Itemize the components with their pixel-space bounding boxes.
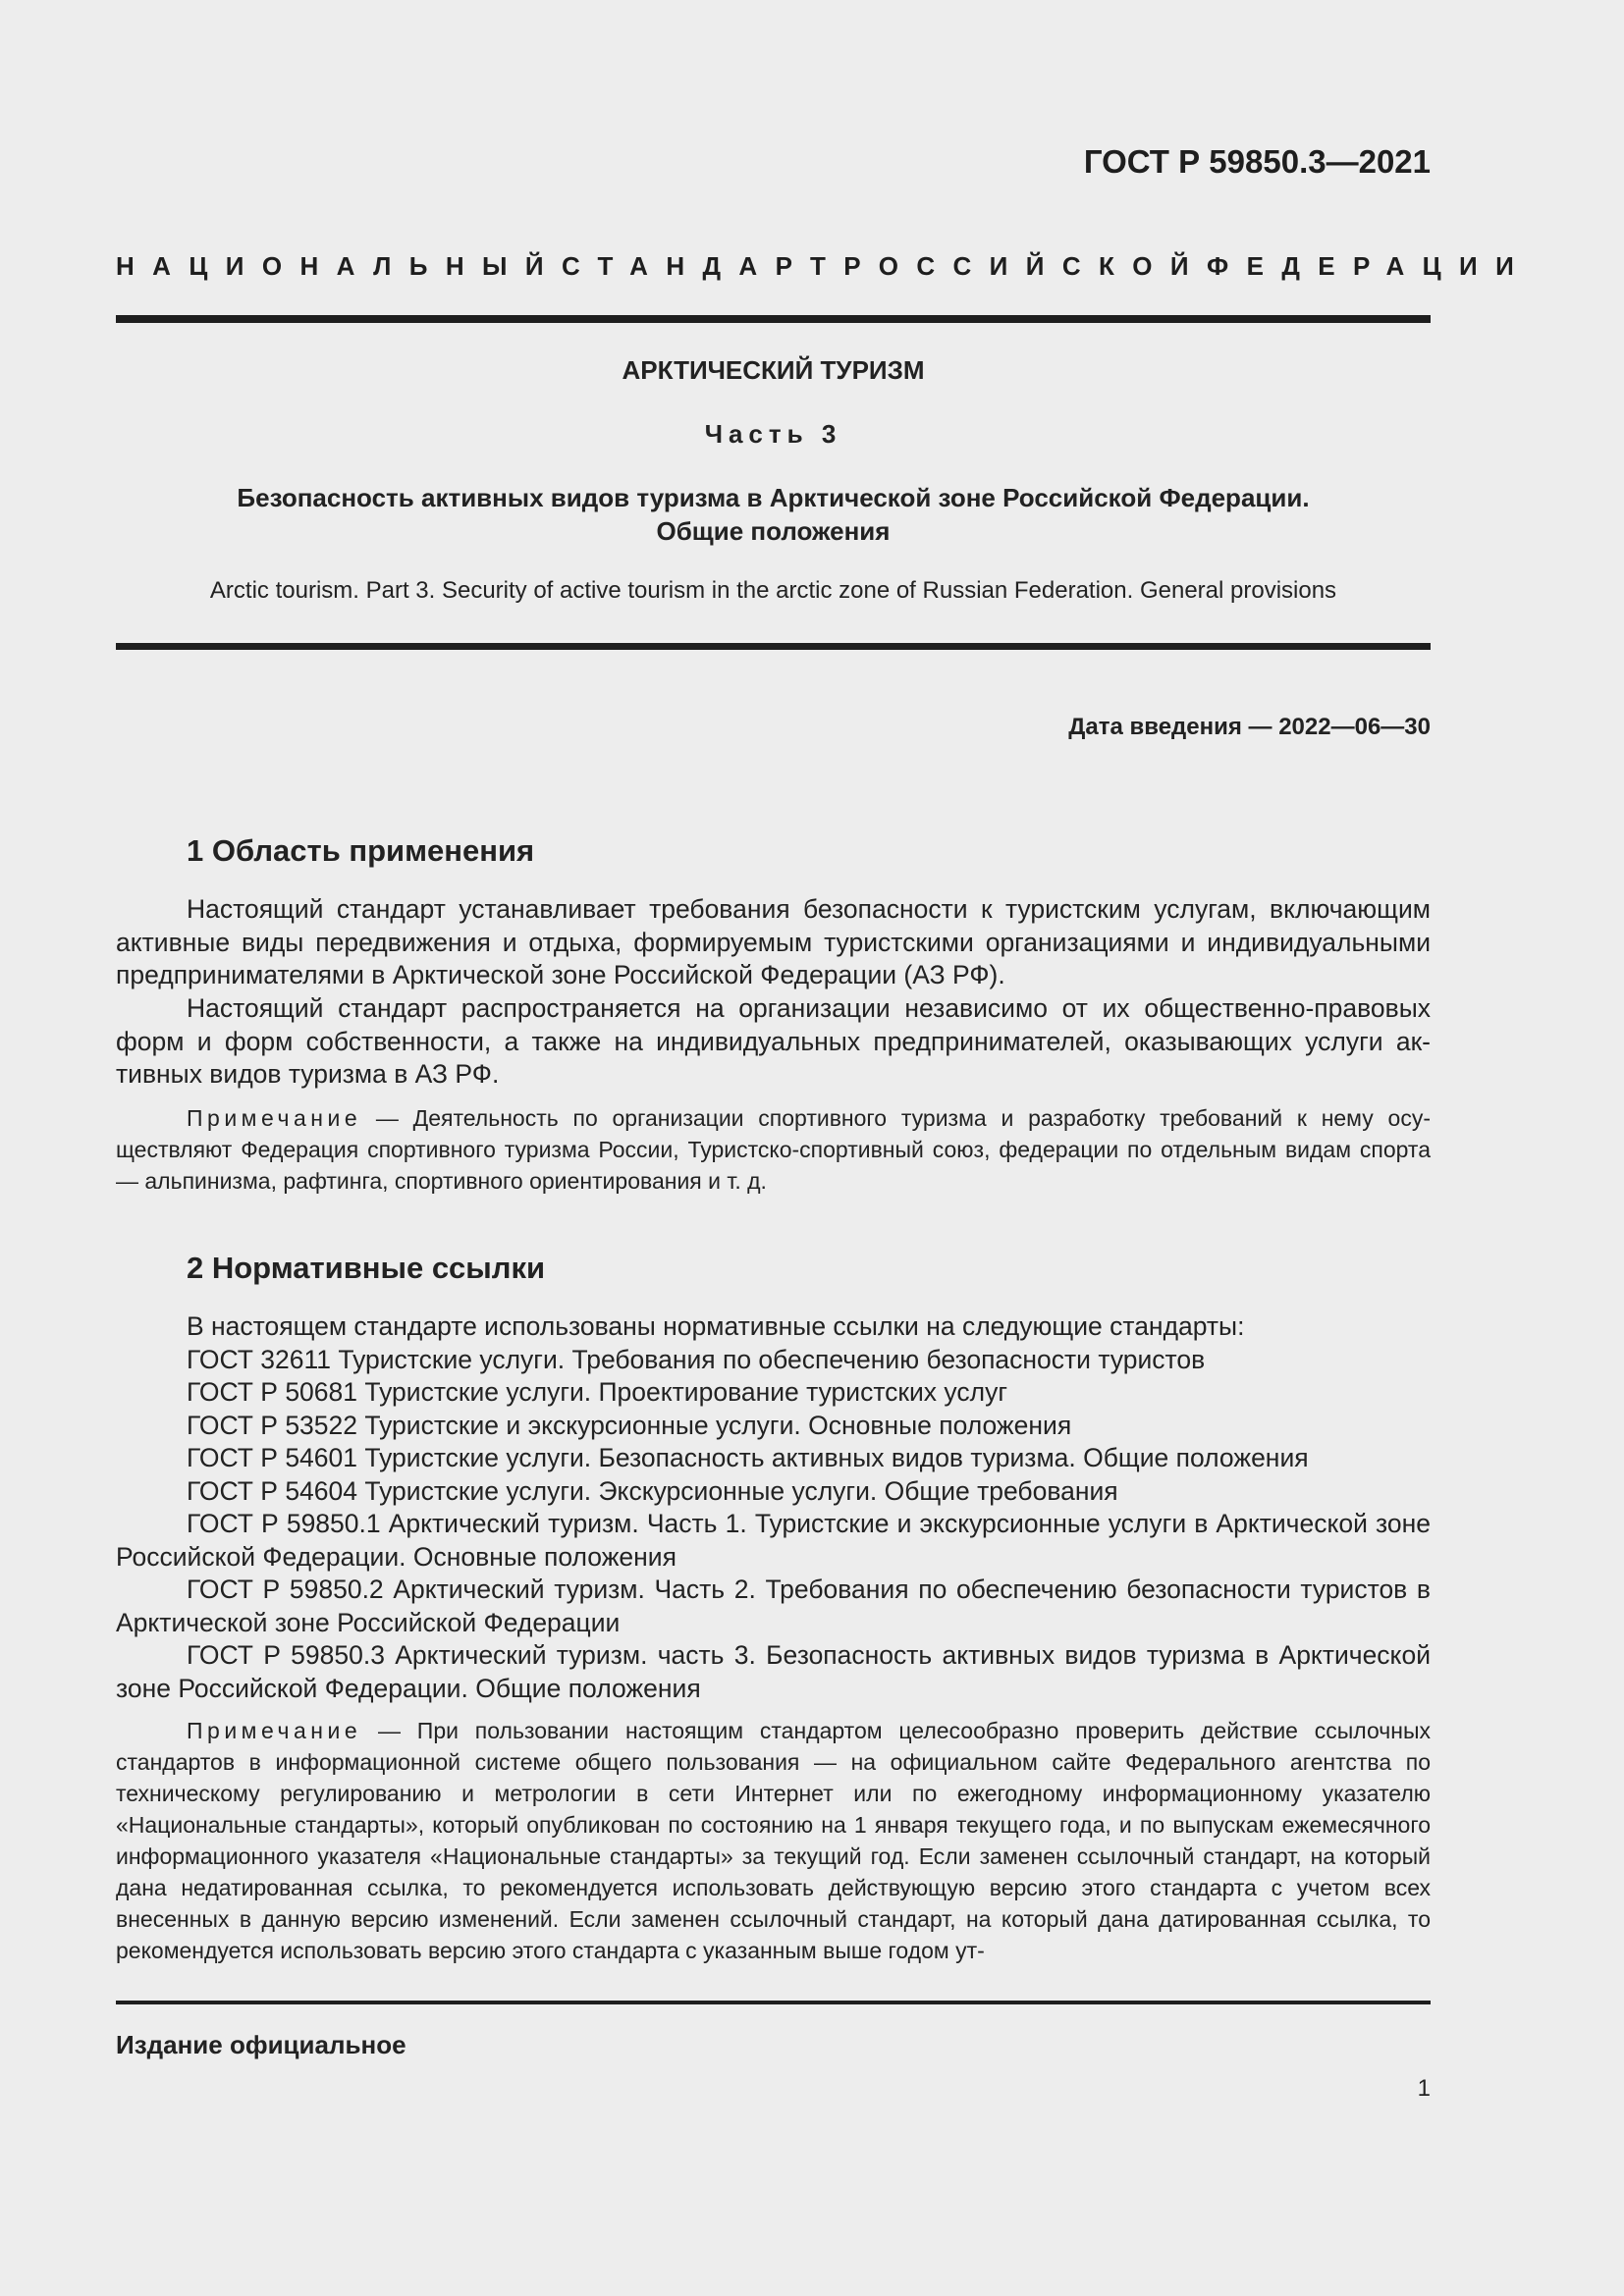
- paragraph: Настоящий стандарт устанавливает требования безопасности к туристским услугам, включающим активные виды передвижения и отдыха, формируемым туристскими организациями и индивидуальными предпринимателями в Арктической зоне Российской Федерации (АЗ РФ).: [116, 894, 1431, 989]
- document-title: АРКТИЧЕСКИЙ ТУРИЗМ: [622, 355, 925, 385]
- title-divider: [116, 643, 1431, 650]
- note-label: Примечание: [187, 1105, 362, 1131]
- english-title: Arctic tourism. Part 3. Security of active tourism in the arctic zone of Russian Federation. General provisions: [209, 577, 1337, 604]
- official-edition-label: Издание официальное: [116, 2030, 406, 2059]
- document-page: [116, 0, 1533, 2296]
- reference-item: ГОСТ Р 59850.1 Арктический туризм. Часть 1. Туристские и экскурсионные услуги в Арктической зоне Российской Федерации. Основные положения: [116, 1509, 1431, 1572]
- introduction-date: Дата введения — 2022—06—30: [1068, 714, 1431, 740]
- reference-item: ГОСТ Р 54604 Туристские услуги. Экскурсионные услуги. Общие требования: [187, 1475, 1118, 1506]
- note: [116, 1102, 1431, 1197]
- references-list: [116, 1310, 1431, 1705]
- reference-item: ГОСТ Р 59850.2 Арктический туризм. Часть 2. Требования по обеспечению безопасности туристов в Арктической зоне Российской Федерации: [116, 1575, 1431, 1637]
- banner-word: ФЕДЕРАЦИИ: [1207, 251, 1533, 281]
- section-heading: 2 Нормативные ссылки: [187, 1251, 546, 1285]
- subtitle-line: Общие положения: [656, 516, 891, 546]
- reference-item: ГОСТ Р 54601 Туристские услуги. Безопасность активных видов туризма. Общие положения: [187, 1443, 1309, 1472]
- top-divider: [116, 315, 1431, 323]
- reference-item: ГОСТ Р 59850.3 Арктический туризм. часть 3. Безопасность активных видов туризма в Арктической зоне Российской Федерации. Общие положения: [116, 1640, 1431, 1703]
- section-heading: 1 Область применения: [187, 833, 535, 868]
- document-subtitle: [116, 481, 1431, 548]
- note-text: — Деятельность по организации спортивного туризма и разработку требований к нему осуществляют Федерация спортивного туризма России, Туристско-спортивный союз, федерации по отдельным видам спорта — альпинизма, рафтинга, спортивного ориентирования и т. д.: [116, 1105, 1431, 1194]
- banner-word: НАЦИОНАЛЬНЫЙ: [116, 251, 562, 281]
- note-label: Примечание: [187, 1718, 362, 1743]
- reference-item: ГОСТ 32611 Туристские услуги. Требования по обеспечению безопасности туристов: [187, 1344, 1206, 1374]
- document-number: ГОСТ Р 59850.3—2021: [1083, 143, 1431, 180]
- banner-word: РОССИЙСКОЙ: [843, 251, 1208, 281]
- note-text: — При пользовании настоящим стандартом целесообразно проверить действие ссылочных стандартов в информационной системе общего пользования — на официальном сайте Федерального агентства по техническому регулированию и метрологии в сети Интернет или по ежегодному информационному указателю «Национальные стандарты», который опубликован по состоянию на 1 января текущего года, и по выпускам ежемесячного информационного указателя «Национальные стандарты» за текущий год. Если заменен ссылочный стандарт, на который дана недатированная ссылка, то рекомендуется использовать действующую версию этого стандарта с учетом всех внесенных в данную версию изменений. Если заменен ссылочный стандарт, на который дана датированная ссылка, то рекомендуется использовать версию этого стандарта с указанным выше годом ут-: [116, 1718, 1431, 1963]
- footer-divider: [116, 2001, 1431, 2004]
- page-number: 1: [1417, 2075, 1431, 2102]
- reference-item: ГОСТ Р 53522 Туристские и экскурсионные услуги. Основные положения: [187, 1410, 1072, 1440]
- paragraph: Настоящий стандарт распространяется на организации независимо от их общественно-правовых форм и форм собственности, а также на индивидуальных предпринимателей, оказывающих услуги активных видов туризма в АЗ РФ.: [116, 993, 1431, 1089]
- references-intro: В настоящем стандарте использованы нормативные ссылки на следующие стандарты:: [187, 1311, 1245, 1341]
- national-standard-banner: [116, 251, 1533, 282]
- reference-item: ГОСТ Р 50681 Туристские услуги. Проектирование туристских услуг: [187, 1377, 1007, 1407]
- banner-word: СТАНДАРТ: [561, 251, 844, 281]
- subtitle-line: Безопасность активных видов туризма в Арктической зоне Российской Федерации.: [237, 483, 1310, 512]
- document-part: Часть 3: [704, 419, 842, 449]
- note: [116, 1715, 1431, 1966]
